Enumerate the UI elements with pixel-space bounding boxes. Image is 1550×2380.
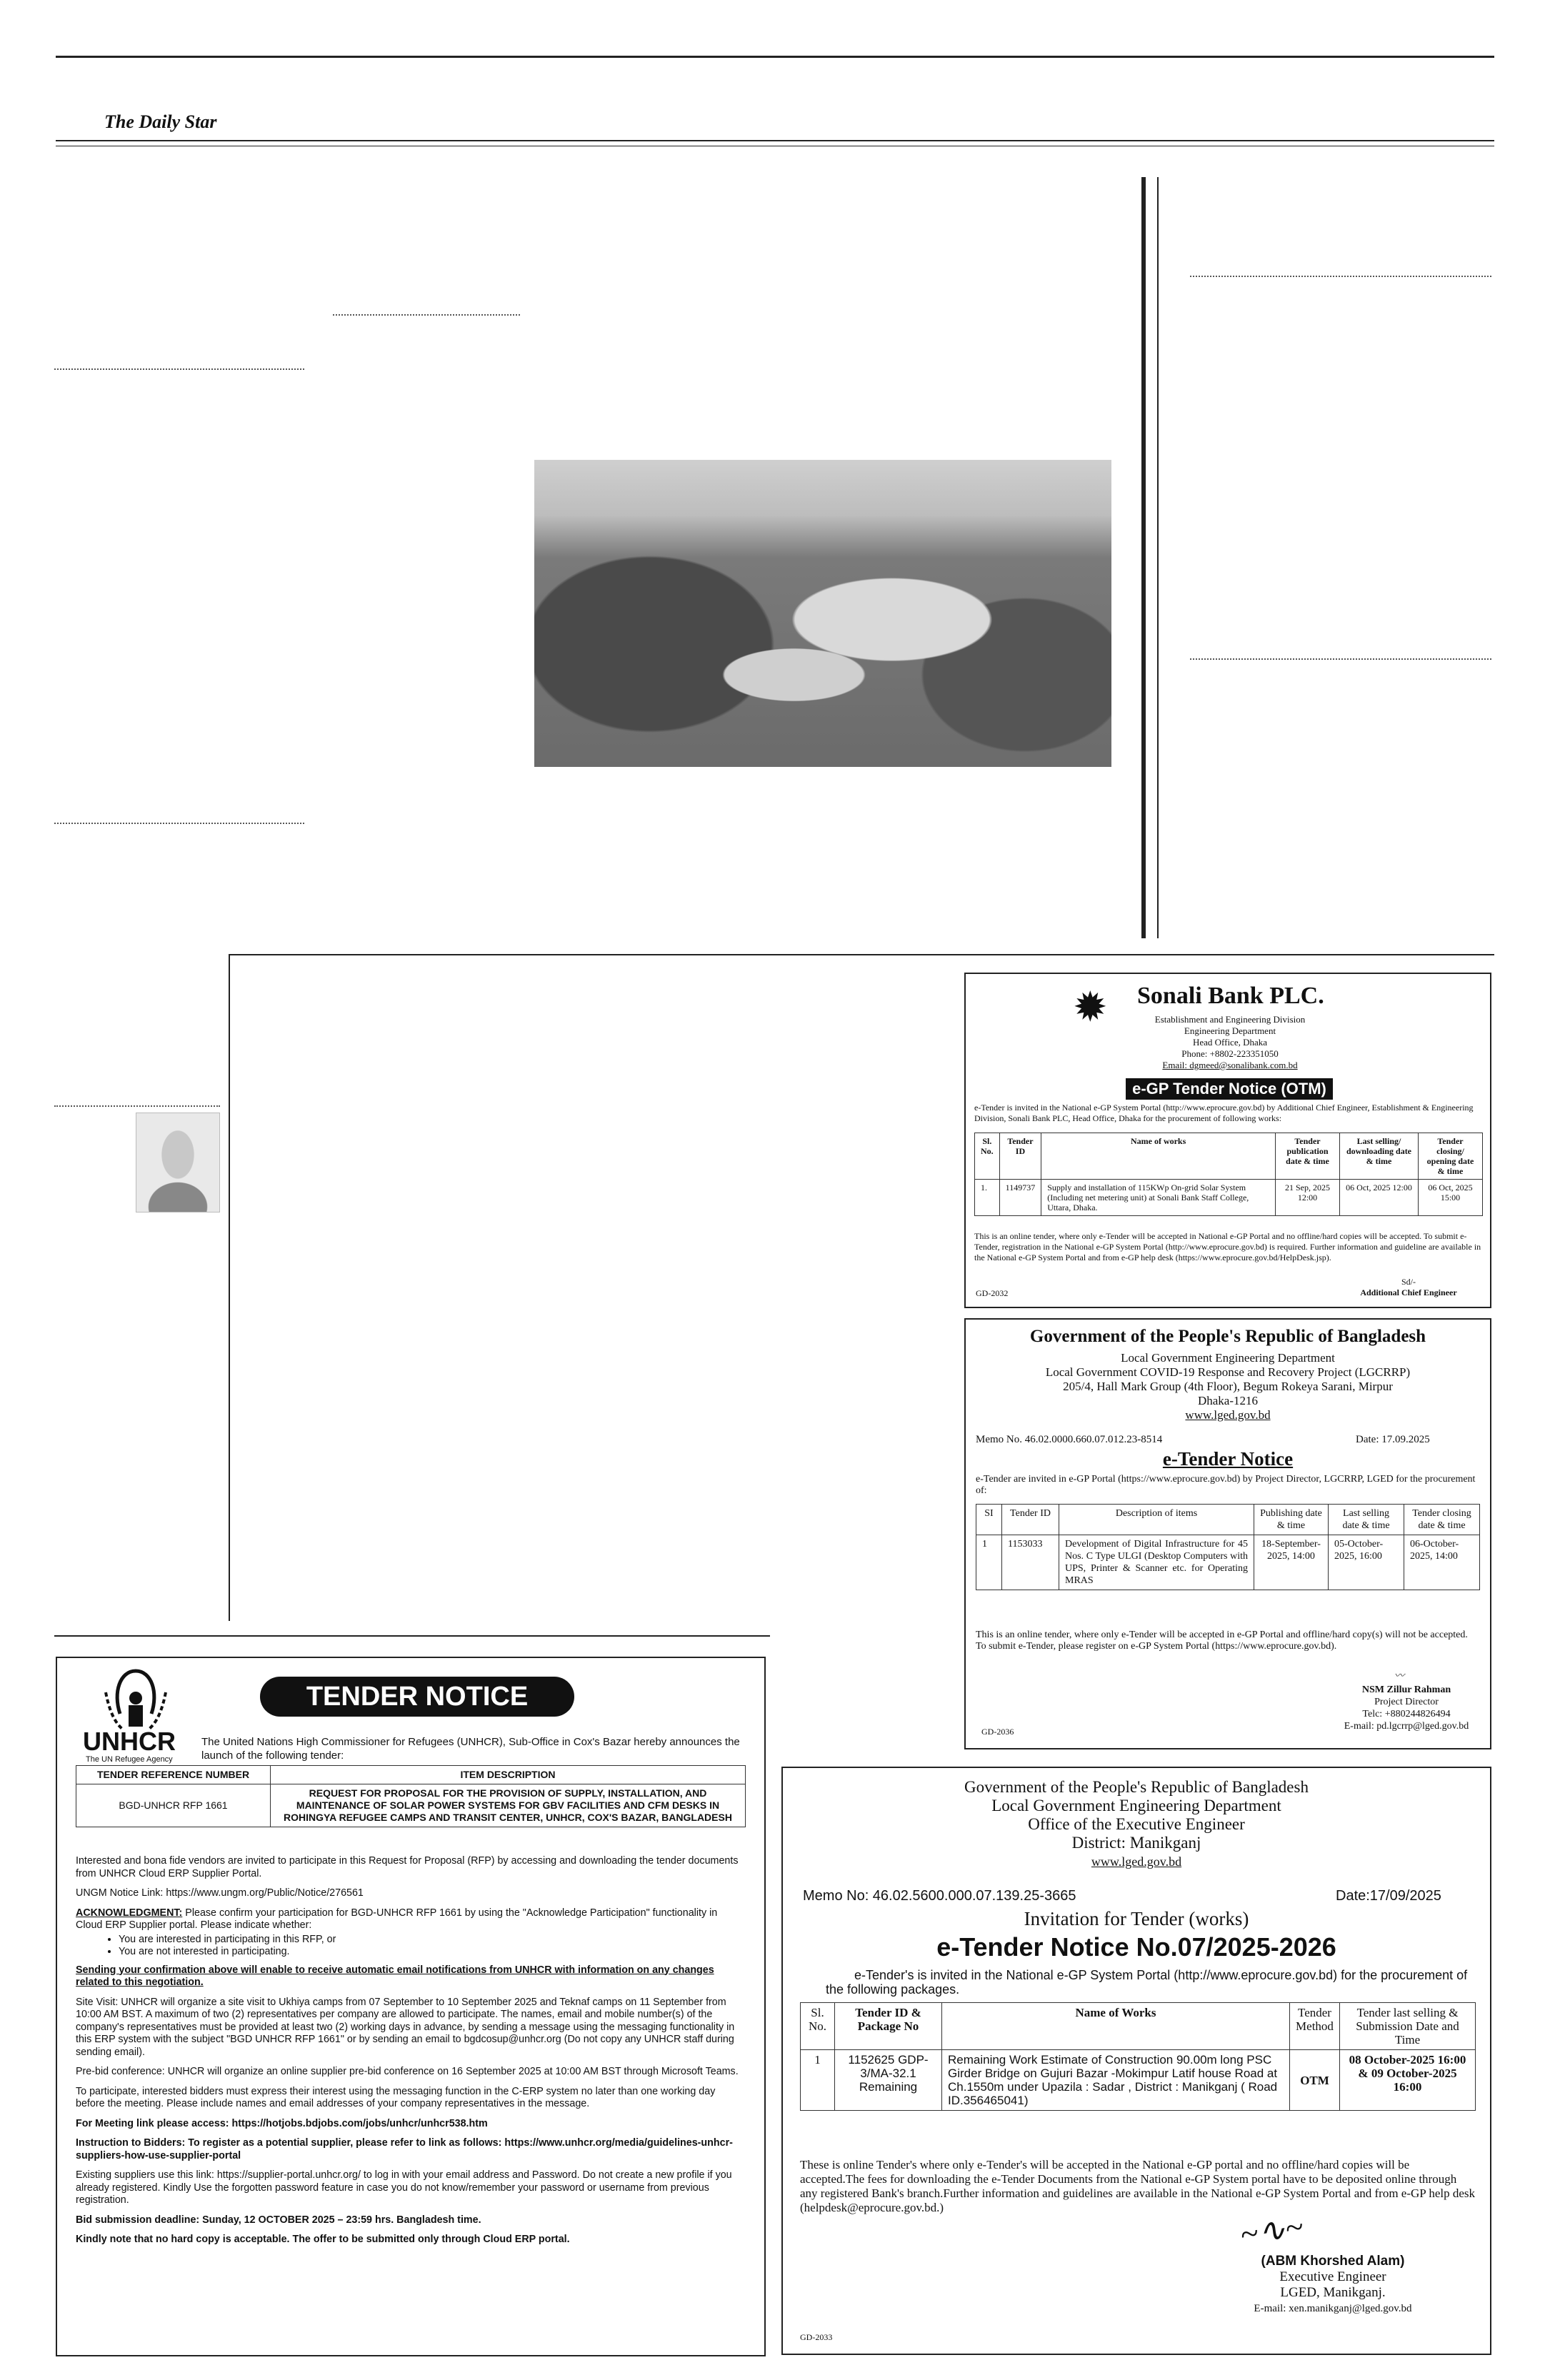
unhcr-meeting-link[interactable]: For Meeting link please access: https://hotjobs.bdjobs.com/jobs/unhcr/unhcr538.htm [76,2117,488,2129]
table-header: ITEM DESCRIPTION [271,1766,746,1784]
table-header: Tender closing/ opening date & time [1419,1133,1483,1180]
manikganj-signatory: (ABM Khorshed Alam) [1261,2254,1405,2269]
lgcrrp-code: GD-2036 [981,1727,1014,1737]
table-cell: 21 Sep, 2025 12:00 [1276,1180,1340,1216]
unhcr-intro: The United Nations High Commissioner for Refugees (UNHCR), Sub-Office in Cox's Bazar hereby announces the launch of the following tender: [201,1736,740,1762]
table-cell: 06 Oct, 2025 12:00 [1340,1180,1419,1216]
table-row [976,1535,1480,1590]
sonali-badge: e-GP Tender Notice (OTM) [1126,1078,1333,1100]
table-header: Tender last selling & Submission Date and Time [1340,2003,1476,2050]
lgcrrp-title: Government of the People's Republic of Bangladesh [1029,1327,1426,1346]
sonali-signatory: Additional Chief Engineer [1360,1287,1457,1297]
table-cell: 05-October-2025, 16:00 [1329,1535,1404,1590]
unhcr-paragraph: Sending your confirmation above will enable to receive automatic email notifications from UNHCR with information on any changes related to this negotiation. [76,1964,714,1988]
table-cell: 06-October-2025, 14:00 [1404,1535,1480,1590]
signature-mark: 〰 [1394,1671,1404,1682]
table-cell: 1. [975,1180,1000,1216]
sonali-name: Sonali Bank PLC. [1137,983,1324,1009]
manikganj-memo: Memo No: 46.02.5600.000.07.139.25-3665 [803,1888,1076,1904]
manikganj-intro: e-Tender's is invited in the National e-GP System Portal (http://www.eprocure.gov.bd) for the procurement of the following packages. [826,1968,1468,1997]
table-row [76,1784,746,1827]
unhcr-table [76,1765,746,1827]
sonali-line: Engineering Department [1184,1025,1276,1036]
table-row [801,2050,1476,2111]
table-cell: 1153033 [1002,1535,1059,1590]
lgcrrp-line: Dhaka-1216 [1197,1394,1259,1407]
unhcr-ungm-link[interactable]: UNGM Notice Link: https://www.ungm.org/Public/Notice/276561 [76,1887,364,1899]
table-header: Tender ID & Package No [835,2003,942,2050]
sonali-bank-notice [964,973,1491,1308]
manikganj-line: District: Manikganj [1071,1834,1201,1852]
lgcrrp-line: Local Government COVID-19 Response and Recovery Project (LGCRRP) [1045,1365,1411,1379]
manikganj-code: GD-2033 [800,2332,833,2342]
sonali-sig-label: Sd/- [1401,1277,1416,1287]
table-cell: 08 October-2025 16:00 & 09 October-2025 16:00 [1340,2050,1476,2111]
sonali-footer: This is an online tender, where only e-Tender will be accepted in National e-GP Portal and no offline/hard copies will be accepted. To submit e-Tender, registration in the National e-GP System Portal (http://www.eprocure.gov.bd) is required. Further information and guideline are available in the National e-GP System Portal and from e-GP help desk (https://www.eprocure.gov.bd/HelpDesk.jsp). [974,1231,1481,1262]
table-header: TENDER REFERENCE NUMBER [76,1766,271,1784]
unhcr-logo-sub: The UN Refugee Agency [86,1755,173,1764]
table-header: Name of Works [942,2003,1290,2050]
lgcrrp-memo: Memo No. 46.02.0000.660.07.012.23-8514 [976,1434,1163,1445]
table-cell: OTM [1290,2050,1340,2111]
table-header: Sl. No. [975,1133,1000,1180]
separator [54,823,304,824]
manikganj-notice [781,1767,1491,2355]
table-cell: 1 [976,1535,1002,1590]
lgcrrp-footer: This is an online tender, where only e-Tender will be accepted in e-GP Portal and offline/hard copy(s) will not be accepted. To submit e-Tender, please register on e-GP System Portal (https://www.eprocure.gov.bd). [976,1630,1468,1652]
lgcrrp-signatory: NSM Zillur Rahman [1361,1684,1451,1695]
unhcr-paragraph: Interested and bona fide vendors are invited to participate in this Request for Proposal (RFP) by accessing and downloading the tender documents from UNHCR Cloud ERP Supplier Portal. [76,1855,739,1879]
unhcr-logo-icon [91,1664,180,1735]
masthead-logo[interactable]: The Daily Star [104,111,217,132]
sonali-line: Establishment and Engineering Division [1154,1014,1306,1025]
separator [54,368,304,370]
manikganj-table [800,2002,1476,2111]
table-header: Tender ID [1002,1505,1059,1535]
unhcr-paragraph: Please confirm your participation for BGD-UNHCR RFP 1661 by using the "Acknowledge Participation" functionality in Cloud ERP Supplier portal. Please indicate whether: [76,1907,718,1931]
manikganj-email[interactable]: E-mail: xen.manikganj@lged.gov.bd [1254,2303,1412,2314]
unhcr-deadline: Bid submission deadline: Sunday, 12 OCTOBER 2025 – 23:59 hrs. Bangladesh time. [76,2214,481,2226]
signature-mark: ~∿~ [1237,2208,1306,2253]
table-header: Sl. No. [801,2003,835,2050]
manikganj-heading: e-Tender Notice No.07/2025-2026 [936,1932,1336,1962]
manikganj-invitation: Invitation for Tender (works) [1024,1908,1249,1929]
table-header: Description of items [1059,1505,1254,1535]
sonali-logo-icon: ✹ [1073,984,1108,1030]
table-cell: 18-September-2025, 14:00 [1254,1535,1329,1590]
sonali-line: Head Office, Dhaka [1192,1037,1268,1048]
table-cell: Development of Digital Infrastructure for 45 Nos. C Type ULGI (Desktop Computers with UPS, Printer & Scanner etc. for Operating MRAS [1059,1535,1254,1590]
manikganj-footer: These is online Tender's where only e-Tender's will be accepted in the National e-GP portal and no offline/hard copies will be accepted.The fees for downloading the e-Tender Documents from the National e-GP System portal have to be deposited online through any registered Bank's branch.Further information and guidelines are available in the National e-GP System Portal and from e-GP help desk (helpdesk@eprocure.gov.bd.) [800,2158,1476,2214]
sonali-table [974,1133,1483,1216]
separator [1190,658,1491,660]
lgcrrp-date: Date: 17.09.2025 [1356,1434,1430,1445]
lgcrrp-heading: e-Tender Notice [1162,1448,1294,1470]
lgcrrp-website[interactable]: www.lged.gov.bd [1185,1408,1271,1422]
table-header: Publishing date & time [1254,1505,1329,1535]
manikganj-line: Government of the People's Republic of Bangladesh [964,1778,1309,1796]
lgcrrp-tel: Telc: +880244826494 [1362,1709,1451,1719]
lgcrrp-table [976,1504,1480,1590]
unhcr-paragraph: Site Visit: UNHCR will organize a site visit to Ukhiya camps from 07 September to 10 September 2025 and Teknaf camps on 11 September from 10:00 AM BST. A maximum of two (2) representatives per company are allowed to participate. The names, email and mobile number(s) of the company's representatives must be provided at least two (2) working days in advance, by sending a message using the messaging functionality in this ERP system with the subject "BGD UNHCR RFP 1661" or by sending an email to bgdcosup@unhcr.org (Do not copy any UNHCR staff during sending email). [76,1996,735,2058]
table-header: Name of works [1041,1133,1276,1180]
list-item: • You are not interested in participating. [119,1946,746,1959]
table-cell: 1 [801,2050,835,2111]
table-cell: BGD-UNHCR RFP 1661 [76,1784,271,1827]
manikganj-sig-org: LGED, Manikganj. [1280,2285,1386,2300]
table-header: Tender publication date & time [1276,1133,1340,1180]
sonali-email[interactable]: Email: dgmeed@sonalibank.com.bd [1162,1060,1298,1070]
separator [333,314,520,316]
unhcr-paragraph: Existing suppliers use this link: https://supplier-portal.unhcr.org/ to log in with your email address and Password. Do not create a new profile if you already registered. Kindly Use the forgotten password feature in case you do not know/remember your password or username from previous registration. [76,2169,732,2206]
table-cell: Remaining Work Estimate of Construction 90.00m long PSC Girder Bridge on Gujuri Bazar -Mokimpur Latif house Road at Ch.1550m under Upazila : Sadar , District : Manikganj ( Road ID.356465041) [942,2050,1290,2111]
column-rule [1141,177,1146,938]
manikganj-sig-title: Executive Engineer [1279,2269,1386,2284]
manikganj-line: Office of the Executive Engineer [1028,1815,1245,1833]
unhcr-paragraph: Pre-bid conference: UNHCR will organize an online supplier pre-bid conference on 16 September 2025 at 10:00 AM BST through Microsoft Teams. [76,2066,739,2077]
lgcrrp-intro: e-Tender are invited in e-GP Portal (https://www.eprocure.gov.bd) by Project Director, LGCRRP, LGED for the procurement of: [976,1474,1476,1496]
lgcrrp-line: Local Government Engineering Department [1121,1351,1335,1365]
manikganj-website[interactable]: www.lged.gov.bd [1091,1854,1182,1869]
table-header: Last selling date & time [1329,1505,1404,1535]
list-item: • You are interested in participating in this RFP, or [119,1934,746,1947]
table-header: Tender ID [999,1133,1041,1180]
unhcr-note: Kindly note that no hard copy is acceptable. The offer to be submitted only through Cloud ERP portal. [76,2234,570,2245]
tender-notice-banner: TENDER NOTICE [260,1677,574,1717]
table-header: Tender closing date & time [1404,1505,1480,1535]
column-rule [1157,177,1159,938]
lgcrrp-sig-title: Project Director [1374,1697,1439,1707]
table-row [975,1180,1483,1216]
lgcrrp-line: 205/4, Hall Mark Group (4th Floor), Begum Rokeya Sarani, Mirpur [1063,1380,1393,1393]
table-header: Tender Method [1290,2003,1340,2050]
table-header: Last selling/ downloading date & time [1340,1133,1419,1180]
unhcr-notice [56,1657,766,2356]
separator [54,1105,220,1107]
lgcrrp-email[interactable]: E-mail: pd.lgcrrp@lged.gov.bd [1344,1721,1469,1732]
sonali-intro: e-Tender is invited in the National e-GP System Portal (http://www.eprocure.gov.bd) by Additional Chief Engineer, Establishment & Engineering Division, Sonali Bank PLC, Head Office, Dhaka for the procurement of following works: [974,1103,1474,1123]
aerial-photo [534,460,1111,767]
unhcr-ack-label: ACKNOWLEDGMENT: [76,1907,183,1919]
columnist-portrait [136,1113,220,1212]
lgcrrp-notice [964,1318,1491,1749]
sonali-code: GD-2032 [976,1288,1009,1298]
table-cell: 1152625 GDP-3/MA-32.1 Remaining [835,2050,942,2111]
separator [1190,276,1491,277]
table-header: SI [976,1505,1002,1535]
unhcr-paragraph: To participate, interested bidders must express their interest using the messaging function in the C-ERP system no later than one working day before the meeting. Please include names and email addresses of your company representatives in the message. [76,2085,716,2109]
manikganj-line: Local Government Engineering Department [991,1797,1281,1814]
manikganj-date: Date:17/09/2025 [1336,1888,1441,1904]
unhcr-logo-name: UNHCR [83,1727,176,1756]
table-cell: REQUEST FOR PROPOSAL FOR THE PROVISION OF SUPPLY, INSTALLATION, AND MAINTENANCE OF SOLAR POWER SYSTEMS FOR GBV FACILITIES AND CFM DESKS IN ROHINGYA REFUGEE CAMPS AND TRANSIT CENTER, UNHCR, COX'S BAZAR, BANGLADESH [271,1784,746,1827]
table-cell: Supply and installation of 115KWp On-grid Solar System (Including net metering unit) at Sonali Bank Staff College, Uttara, Dhaka. [1041,1180,1276,1216]
table-cell: 06 Oct, 2025 15:00 [1419,1180,1483,1216]
table-cell: 1149737 [999,1180,1041,1216]
sonali-line: Phone: +8802-223351050 [1181,1048,1279,1059]
unhcr-instruction-link[interactable]: Instruction to Bidders: To register as a potential supplier, please refer to link as follows: https://www.unhcr.org/media/guidelines-unhcr-suppliers-how-use-supplier-portal [76,2137,733,2161]
